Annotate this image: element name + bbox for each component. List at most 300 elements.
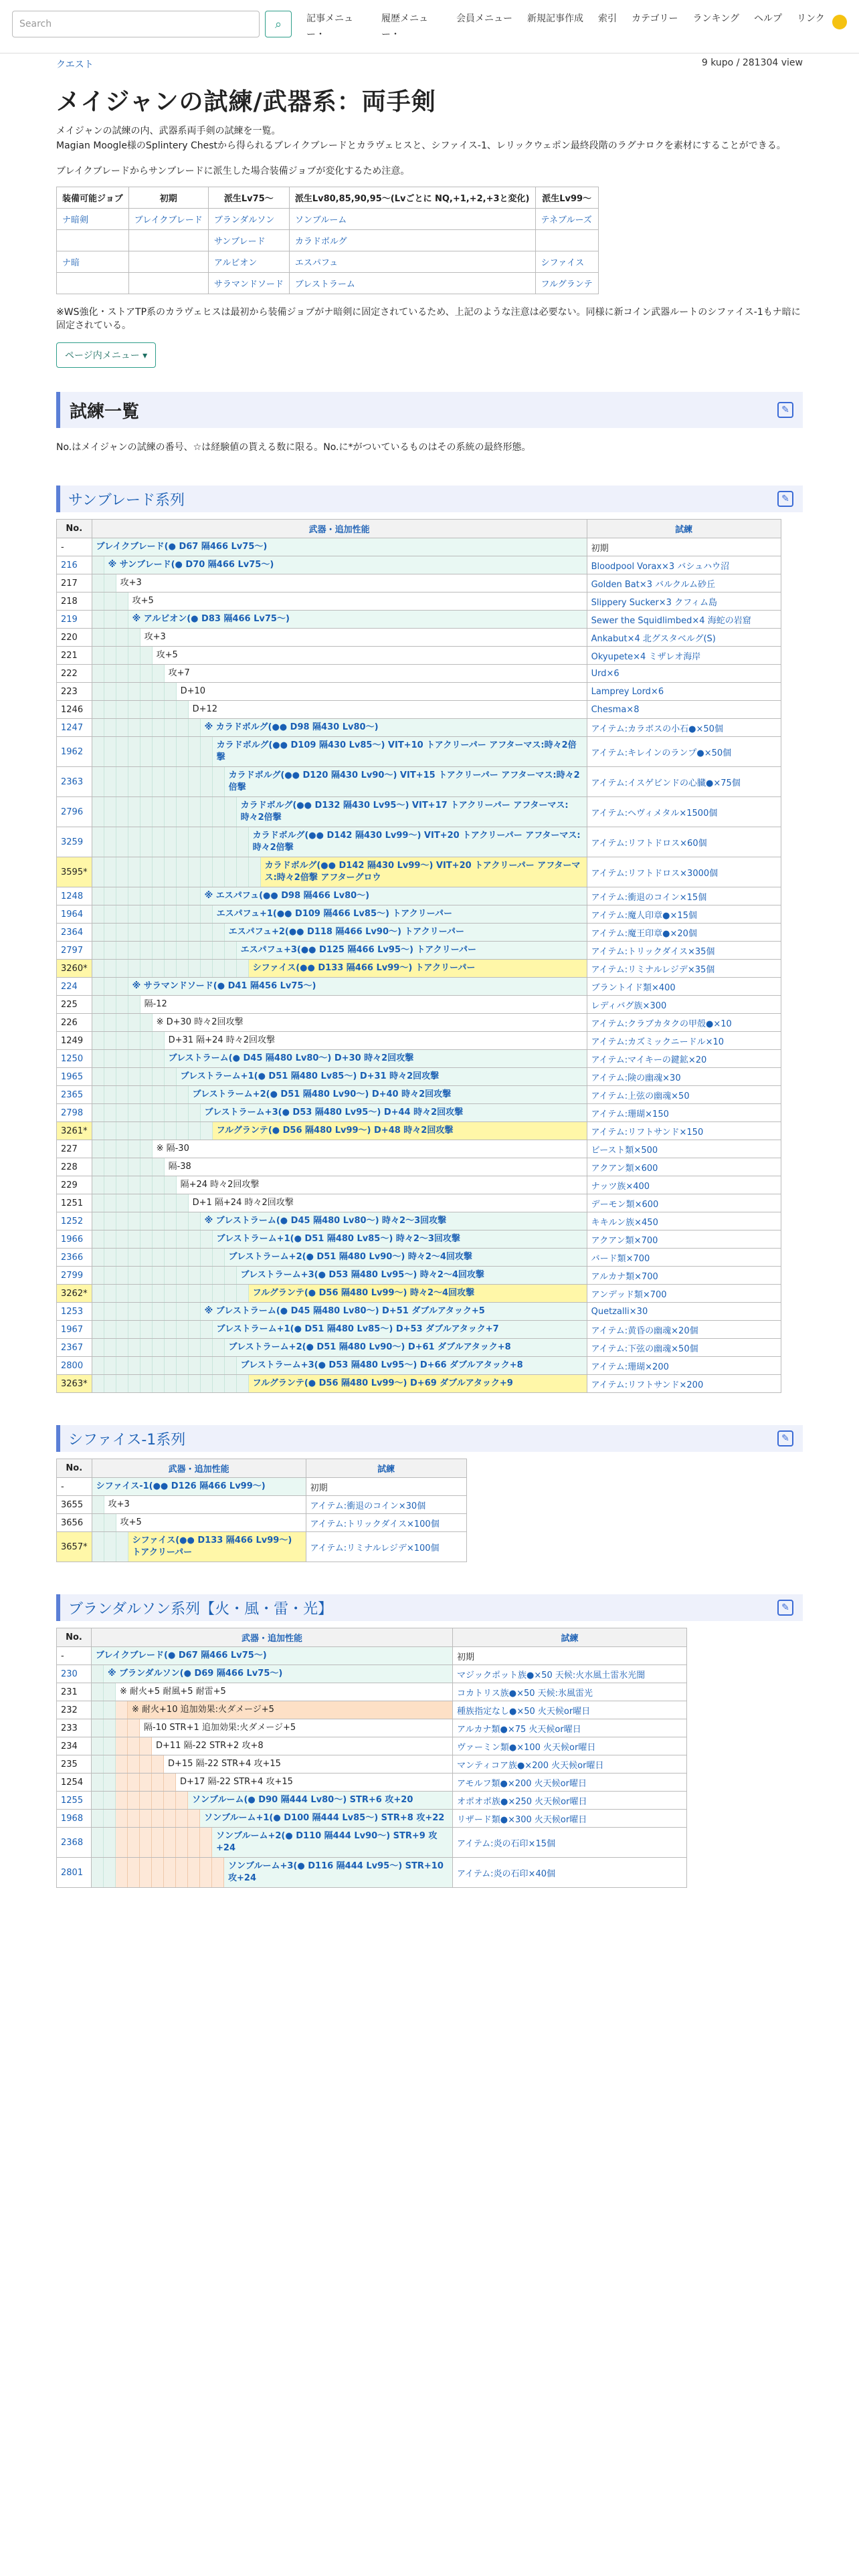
trial-number: 1246 (57, 701, 92, 719)
trial-requirement[interactable]: ヴァーミン類●×100 火天候or曜日 (453, 1737, 687, 1755)
tree-indent (104, 1792, 116, 1809)
trial-requirement[interactable]: アイテム:リフトドロス×3000個 (587, 857, 781, 887)
table-row (57, 701, 781, 719)
nav-item[interactable]: 新規記事作成 (527, 13, 583, 24)
tree-indent (104, 1375, 116, 1392)
tree-indent (104, 1755, 116, 1773)
tree-indent (177, 1357, 189, 1374)
table-row (57, 1828, 687, 1858)
trial-requirement[interactable]: リザード類●×300 火天候or曜日 (453, 1810, 687, 1828)
trial-requirement[interactable]: アイテム:カズミックニードル×10 (587, 1032, 781, 1050)
tree-indent (140, 1086, 153, 1103)
tree-indent (104, 1050, 116, 1067)
job-table-cell[interactable]: フルグランテ (535, 273, 598, 294)
trial-requirement[interactable]: アイテム:険の幽魂×30 (587, 1068, 781, 1086)
trial-number: 1251 (57, 1194, 92, 1212)
tree-indent (164, 1810, 176, 1827)
tree-indent (153, 737, 165, 766)
job-table-cell[interactable]: ブランダルソン (208, 209, 289, 230)
trial-requirement[interactable]: アルカナ類×700 (587, 1267, 781, 1285)
trial-requirement[interactable]: アイテム:リフトサンド×150 (587, 1122, 781, 1140)
tree-indent (200, 1858, 212, 1887)
section-title[interactable]: シファイス-1系列 (68, 1431, 186, 1448)
job-table-cell[interactable]: ナ暗剣 (57, 209, 129, 230)
job-table-cell[interactable]: ブレイクブレード (128, 209, 208, 230)
tree-indent (128, 1339, 140, 1356)
trial-table-header: No. (57, 1628, 92, 1647)
tree-indent (153, 1212, 165, 1230)
tree-indent (116, 1701, 128, 1719)
trial-requirement[interactable]: アイテム:珊瑚×150 (587, 1104, 781, 1122)
tree-indent (177, 1303, 189, 1320)
tree-indent (104, 574, 116, 592)
trial-requirement[interactable]: Lamprey Lord×6 (587, 683, 781, 701)
tree-indent (104, 719, 116, 736)
tree-indent (104, 996, 116, 1013)
tree-indent (176, 1858, 188, 1887)
trial-requirement[interactable]: Bloodpool Vorax×3 バシュハウ沼 (587, 556, 781, 574)
job-table (56, 187, 599, 294)
tree-indent (153, 683, 165, 700)
trial-requirement[interactable]: Quetzalli×30 (587, 1303, 781, 1321)
trial-table (56, 519, 781, 1393)
tree-indent (153, 1230, 165, 1248)
tree-indent (92, 1249, 104, 1266)
tree-indent (177, 797, 189, 827)
tree-indent (92, 960, 104, 977)
tree-indent (177, 905, 189, 923)
tree-indent (165, 1194, 177, 1212)
trial-number: 1965 (57, 1068, 92, 1086)
nav-item[interactable]: 履歴メニュー・ (381, 13, 428, 40)
tree-indent (92, 1212, 104, 1230)
trial-number: - (57, 1647, 92, 1665)
nav-item[interactable]: 記事メニュー・ (306, 13, 353, 40)
tree-indent (213, 797, 225, 827)
weapon-text: 隔-38 (168, 1162, 191, 1172)
weapon-text: D+31 隔+24 時々2回攻撃 (168, 1035, 276, 1045)
trial-number: 235 (57, 1755, 92, 1774)
weapon-cell (92, 647, 587, 665)
tree-indent (164, 1858, 176, 1887)
tree-indent (153, 719, 165, 736)
tree-indent (128, 1858, 140, 1887)
weapon-cell (92, 827, 587, 857)
tree-indent (140, 1249, 153, 1266)
weapon-cell (92, 1514, 306, 1532)
edit-icon[interactable]: ✎ (777, 402, 793, 418)
trial-number: 2797 (57, 942, 92, 960)
nav-item[interactable]: 索引 (598, 13, 617, 24)
tree-indent (153, 1303, 165, 1320)
job-table-cell[interactable]: サラマンドソード (208, 273, 289, 294)
weapon-cell (92, 1194, 587, 1212)
tree-indent (104, 1719, 116, 1737)
tree-indent (104, 737, 116, 766)
nav-item[interactable]: 会員メニュー (456, 13, 512, 24)
tree-indent (92, 1532, 104, 1562)
search-icon[interactable]: ⌕ (265, 11, 292, 37)
tree-indent (92, 683, 104, 700)
edit-icon[interactable]: ✎ (777, 1430, 793, 1446)
trial-requirement[interactable]: アイテム:トリックダイス×100個 (306, 1514, 466, 1532)
weapon-cell (92, 942, 587, 960)
job-table-cell[interactable]: サンブレード (208, 230, 289, 251)
search-input[interactable]: Search (12, 11, 260, 37)
trial-requirement[interactable]: アイテム:トリックダイス×35個 (587, 942, 781, 960)
tree-indent (165, 887, 177, 905)
weapon-text: シファイス(●● D133 隔466 Lv99〜) トアクリーパー (249, 960, 587, 977)
tree-indent (213, 960, 225, 977)
tree-indent (153, 924, 165, 941)
trial-requirement[interactable]: Slippery Sucker×3 クフィム島 (587, 593, 781, 611)
tree-indent (165, 1212, 177, 1230)
table-row (57, 593, 781, 611)
tree-indent (92, 1792, 104, 1809)
tree-indent (153, 1158, 165, 1176)
tree-indent (189, 737, 201, 766)
trial-requirement[interactable]: アイテム:衝退のコイン×15個 (587, 887, 781, 905)
page-menu-button[interactable]: ページ内メニュー ▾ (56, 342, 156, 368)
table-row (57, 887, 781, 905)
trial-requirement[interactable]: マンティコア族●×200 火天候or曜日 (453, 1755, 687, 1774)
trial-number: 226 (57, 1014, 92, 1032)
trial-requirement[interactable]: アルカナ類●×75 火天候or曜日 (453, 1719, 687, 1737)
trial-number: 1962 (57, 737, 92, 767)
tree-indent (177, 719, 189, 736)
tree-indent (92, 611, 104, 628)
weapon-text: フルグランテ(● D56 隔480 Lv99〜) D+48 時々2回攻撃 (213, 1122, 587, 1140)
trial-number: - (57, 1478, 92, 1496)
trial-requirement[interactable]: アクアン類×700 (587, 1230, 781, 1249)
trial-requirement[interactable]: アイテム:カラボスの小石●×50個 (587, 719, 781, 737)
weapon-text: ※ ブレストラーム(● D45 隔480 Lv80〜) 時々2〜3回攻撃 (201, 1212, 587, 1230)
trial-requirement[interactable]: Golden Bat×3 バルクルム砂丘 (587, 574, 781, 593)
trial-requirement[interactable]: アンデッド類×700 (587, 1285, 781, 1303)
tree-indent (116, 1357, 128, 1374)
tree-indent (140, 1050, 153, 1067)
trial-requirement[interactable]: アイテム:イスゲビンドの心臓●×75個 (587, 767, 781, 797)
weapon-cell (92, 1086, 587, 1104)
tree-indent (116, 665, 128, 682)
tree-indent (92, 1755, 104, 1773)
nav-item[interactable]: リンク (797, 13, 825, 24)
weapon-text: ブレストラーム+1(● D51 隔480 Lv85〜) D+31 時々2回攻撃 (177, 1068, 587, 1085)
trial-number: 223 (57, 683, 92, 701)
trial-requirement[interactable]: アイテム:リミナルレジデ×35個 (587, 960, 781, 978)
weapon-cell (92, 611, 587, 629)
weapon-cell (92, 737, 587, 767)
trial-requirement[interactable]: コカトリス族●×50 天候:氷風雷光 (453, 1683, 687, 1701)
table-row (57, 978, 781, 996)
tree-indent (153, 960, 165, 977)
trial-requirement[interactable]: アイテム:珊瑚×200 (587, 1357, 781, 1375)
tree-indent (213, 1267, 225, 1284)
main-nav (306, 11, 825, 43)
trial-requirement[interactable]: アイテム:マイキーの鍵鉱×20 (587, 1050, 781, 1068)
breadcrumb[interactable]: クエスト (56, 60, 94, 70)
tree-indent (104, 978, 116, 995)
trial-requirement[interactable]: アイテム:下弦の幽魂×50個 (587, 1339, 781, 1357)
trial-number: 1964 (57, 905, 92, 924)
tree-indent (92, 1122, 104, 1140)
trial-requirement[interactable]: アイテム:黄昏の幽魂×20個 (587, 1321, 781, 1339)
trial-requirement[interactable]: アイテム:リフトドロス×60個 (587, 827, 781, 857)
trial-number: 1253 (57, 1303, 92, 1321)
tree-indent (177, 1339, 189, 1356)
trial-number: 1252 (57, 1212, 92, 1230)
trial-requirement[interactable]: アクアン類×600 (587, 1158, 781, 1176)
tree-indent (177, 1194, 189, 1212)
trial-requirement[interactable]: アイテム:炎の石印×15個 (453, 1828, 687, 1858)
tree-indent (165, 719, 177, 736)
job-table-cell[interactable]: アルビオン (208, 251, 289, 273)
tree-indent (128, 1755, 140, 1773)
trial-number: 1966 (57, 1230, 92, 1249)
tree-indent (128, 827, 140, 857)
weapon-text: エスパフュ+3(●● D125 隔466 Lv95〜) トアクリーパー (237, 942, 587, 959)
tree-indent (153, 1194, 165, 1212)
tree-indent (140, 1032, 153, 1049)
tree-indent (92, 629, 104, 646)
trial-table (56, 1628, 687, 1888)
table-row (57, 1792, 687, 1810)
tree-indent (104, 1683, 116, 1701)
tree-indent (213, 857, 225, 887)
tree-indent (104, 629, 116, 646)
tree-indent (189, 887, 201, 905)
weapon-cell (92, 857, 587, 887)
job-table-header: 派生Lv99〜 (535, 187, 598, 209)
tree-indent (116, 797, 128, 827)
trial-number: 3656 (57, 1514, 92, 1532)
trial-number: 2801 (57, 1858, 92, 1888)
weapon-cell (92, 1496, 306, 1514)
tree-indent (188, 1828, 200, 1857)
tree-indent (116, 1140, 128, 1158)
tree-indent (92, 827, 104, 857)
tree-indent (92, 1104, 104, 1121)
list-title-header (56, 392, 803, 428)
trial-requirement[interactable]: Sewer the Squidlimbed×4 海蛇の岩窟 (587, 611, 781, 629)
tree-indent (213, 827, 225, 857)
weapon-cell (92, 1683, 453, 1701)
section-header (56, 1594, 803, 1621)
weapon-cell (92, 1647, 453, 1665)
tree-indent (128, 960, 140, 977)
table-row (57, 1176, 781, 1194)
tree-indent (165, 1321, 177, 1338)
tree-indent (92, 1683, 104, 1701)
weapon-text: ソンブルーム+3(● D116 隔444 Lv95〜) STR+10 攻+24 (224, 1858, 452, 1887)
weapon-text: ※ サンブレード(● D70 隔466 Lv75〜) (104, 556, 587, 574)
tree-indent (165, 1285, 177, 1302)
tree-indent (237, 827, 249, 857)
tree-indent (152, 1774, 164, 1791)
tree-indent (116, 1858, 128, 1887)
trial-table-header: 武器・追加性能 (92, 1459, 306, 1478)
tree-indent (116, 1249, 128, 1266)
tree-indent (128, 1774, 140, 1791)
job-table-cell[interactable]: ソンブルーム (289, 209, 535, 230)
tree-indent (104, 857, 116, 887)
edit-icon[interactable]: ✎ (777, 1600, 793, 1616)
section-title[interactable]: ブランダルソン系列【火・風・雷・光】 (68, 1600, 333, 1618)
nav-item[interactable]: ヘルプ (754, 13, 783, 24)
trial-requirement[interactable]: Chesma×8 (587, 701, 781, 719)
trial-requirement[interactable]: ブラントイド類×400 (587, 978, 781, 996)
coin-icon[interactable] (832, 15, 847, 29)
trial-requirement[interactable]: アイテム:リミナルレジデ×100個 (306, 1532, 466, 1562)
trial-requirement[interactable]: アイテム:ヘヴィメタル×1500個 (587, 797, 781, 827)
tree-indent (116, 1810, 128, 1827)
trial-requirement[interactable]: アイテム:キレインのランプ●×50個 (587, 737, 781, 767)
tree-indent (140, 1357, 153, 1374)
tree-indent (104, 1194, 116, 1212)
table-row (57, 1122, 781, 1140)
tree-indent (177, 924, 189, 941)
tree-indent (237, 857, 249, 887)
tree-indent (176, 1828, 188, 1857)
weapon-text: ※ ブレストラーム(● D45 隔480 Lv80〜) D+51 ダブルアタック+5 (201, 1303, 587, 1320)
trial-requirement[interactable]: デーモン類×600 (587, 1194, 781, 1212)
trial-requirement[interactable]: アイテム:衝退のコイン×30個 (306, 1496, 466, 1514)
job-table-cell[interactable]: ブレストラーム (289, 273, 535, 294)
trial-requirement[interactable]: オポオポ族●×250 火天候or曜日 (453, 1792, 687, 1810)
tree-indent (225, 1375, 237, 1392)
table-row (57, 1032, 781, 1050)
job-table-cell[interactable]: エスパフュ (289, 251, 535, 273)
tree-indent (153, 1086, 165, 1103)
trial-requirement[interactable]: ナッツ族×400 (587, 1176, 781, 1194)
trial-requirement[interactable]: Ankabut×4 北グスタベルグ(S) (587, 629, 781, 647)
sections (56, 486, 803, 1888)
trial-requirement: 初期 (306, 1478, 466, 1496)
nav-item[interactable]: ランキング (692, 13, 740, 24)
trial-number: 229 (57, 1176, 92, 1194)
trial-requirement[interactable]: バード類×700 (587, 1249, 781, 1267)
tree-indent (225, 797, 237, 827)
tree-indent (128, 1810, 140, 1827)
weapon-text: ソンブルーム+1(● D100 隔444 Lv85〜) STR+8 攻+22 (200, 1810, 452, 1827)
tree-indent (201, 905, 213, 923)
trial-requirement[interactable]: アイテム:炎の石印×40個 (453, 1858, 687, 1888)
tree-indent (165, 767, 177, 796)
tree-indent (104, 1104, 116, 1121)
trial-requirement[interactable]: レディバグ族×300 (587, 996, 781, 1014)
tree-indent (104, 1828, 116, 1857)
tree-indent (128, 996, 140, 1013)
tree-indent (140, 1792, 152, 1809)
trial-requirement[interactable]: キキルン族×450 (587, 1212, 781, 1230)
tree-indent (116, 1755, 128, 1773)
job-table-cell[interactable]: シファイス (535, 251, 598, 273)
tree-indent (128, 701, 140, 718)
tree-indent (104, 701, 116, 718)
table-row (57, 1230, 781, 1249)
weapon-text: シファイス(●● D133 隔466 Lv99〜) トアクリーパー (128, 1532, 306, 1562)
tree-indent (213, 1249, 225, 1266)
tree-indent (104, 593, 116, 610)
tree-indent (128, 797, 140, 827)
weapon-cell (92, 887, 587, 905)
job-table-cell[interactable]: テネブルーズ (535, 209, 598, 230)
tree-indent (153, 1249, 165, 1266)
tree-indent (104, 1249, 116, 1266)
tree-indent (92, 905, 104, 923)
tree-indent (201, 1249, 213, 1266)
job-table-cell[interactable]: カラドボルグ (289, 230, 535, 251)
trial-number: 1967 (57, 1321, 92, 1339)
trial-requirement[interactable]: 種族指定なし●×50 火天候or曜日 (453, 1701, 687, 1719)
weapon-cell (92, 1303, 587, 1321)
tree-indent (165, 1357, 177, 1374)
tree-indent (116, 942, 128, 959)
tree-indent (92, 1357, 104, 1374)
tree-indent (153, 767, 165, 796)
tree-indent (128, 1357, 140, 1374)
tree-indent (165, 1267, 177, 1284)
tree-indent (128, 1719, 140, 1737)
trial-requirement[interactable]: アイテム:クラブカタクの甲殻●×10 (587, 1014, 781, 1032)
tree-indent (92, 1774, 104, 1791)
tree-indent (128, 1140, 140, 1158)
trial-number: 3655 (57, 1496, 92, 1514)
tree-indent (104, 1321, 116, 1338)
trial-requirement[interactable]: アイテム:魔王印章●×20個 (587, 924, 781, 942)
tree-indent (177, 857, 189, 887)
trial-requirement[interactable]: Urd×6 (587, 665, 781, 683)
tree-indent (104, 1339, 116, 1356)
weapon-text: ※ エスパフュ(●● D98 隔466 Lv80〜) (201, 887, 587, 905)
tree-indent (92, 942, 104, 959)
tree-indent (104, 1532, 116, 1562)
job-table-cell[interactable]: ナ暗 (57, 251, 129, 273)
tree-indent (189, 1267, 201, 1284)
edit-icon[interactable]: ✎ (777, 491, 793, 507)
nav-item[interactable]: カテゴリー (632, 13, 678, 24)
weapon-cell (92, 1140, 587, 1158)
trial-requirement[interactable]: アイテム:リフトサンド×200 (587, 1375, 781, 1393)
section-title[interactable]: サンブレード系列 (68, 492, 185, 509)
job-table-header: 派生Lv80,85,90,95〜(Lvごとに NQ,+1,+2,+3と変化) (289, 187, 535, 209)
trial-requirement[interactable]: Okyupete×4 ミザレオ海岸 (587, 647, 781, 665)
tree-indent (104, 665, 116, 682)
trial-number: 1255 (57, 1792, 92, 1810)
weapon-text: 隔-12 (144, 999, 167, 1009)
trial-requirement[interactable]: ビースト類×500 (587, 1140, 781, 1158)
tree-indent (189, 1230, 201, 1248)
trial-requirement[interactable]: アイテム:上弦の幽魂×50 (587, 1086, 781, 1104)
table-row (57, 1212, 781, 1230)
tree-indent (116, 1792, 128, 1809)
trial-requirement[interactable]: マジックポット族●×50 天候:火水風土雷氷光闇 (453, 1665, 687, 1683)
trial-requirement[interactable]: アイテム:魔人印章●×15個 (587, 905, 781, 924)
weapon-text: ブレストラーム+3(● D53 隔480 Lv95〜) 時々2〜4回攻撃 (237, 1267, 587, 1284)
section-header (56, 486, 803, 512)
tree-indent (116, 647, 128, 664)
tree-indent (116, 1267, 128, 1284)
tree-indent (140, 827, 153, 857)
tree-indent (92, 1375, 104, 1392)
trial-requirement[interactable]: アモルフ類●×200 火天候or曜日 (453, 1774, 687, 1792)
tree-indent (128, 887, 140, 905)
tree-indent (116, 719, 128, 736)
table-row (57, 1158, 781, 1176)
tree-indent (189, 1104, 201, 1121)
tree-indent (92, 857, 104, 887)
weapon-text: ※ 耐火+10 追加効果:火ダメージ+5 (128, 1701, 452, 1719)
